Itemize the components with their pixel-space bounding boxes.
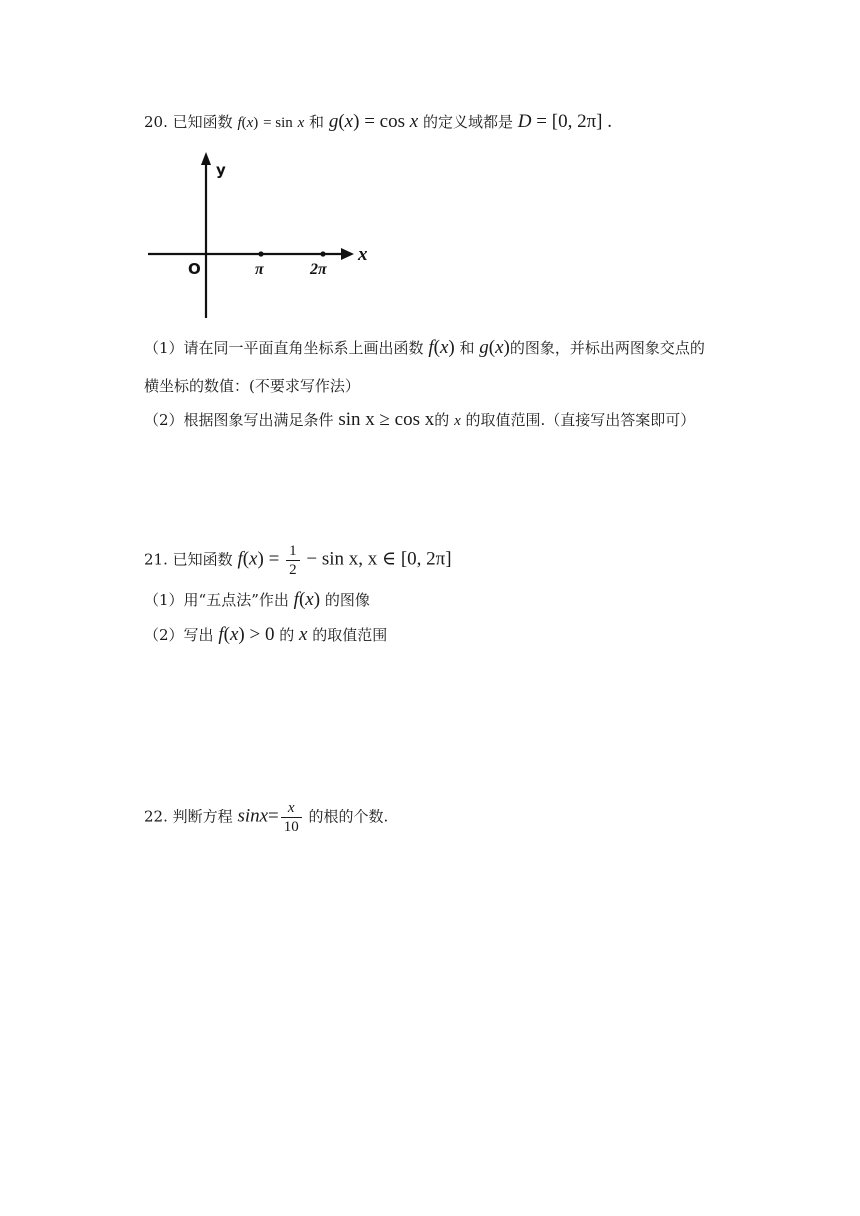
q21-stem: 21. 已知函数 f(x) = $\frac{1}{2}$ − sin x, x ∈ [0, 2π]	[144, 543, 452, 578]
q20-g-symbol: g	[328, 111, 339, 132]
q22-stem: 22. 判断方程 sinx= $\frac{x}{10}$ 的根的个数.	[144, 800, 389, 835]
q20-he: 和	[309, 113, 325, 131]
q21-rest: − sin x, x ∈ [0, 2π]	[306, 548, 452, 570]
q20-interval: = [0, 2π] .	[536, 111, 613, 132]
origin-label: O	[188, 260, 201, 278]
q20-part1-line1: （1）请在同一平面直角坐标系上画出函数 f(x) 和 g(x)的图象，并标出两图象交点的	[144, 337, 705, 358]
q22-fraction: $\frac{x}{10}$	[281, 799, 302, 836]
q21-part1: （1）用“五点法”作出 f(x) 的图像	[144, 589, 370, 610]
q20-part1-line2: 横坐标的数值：(不要求写作法）	[144, 377, 360, 395]
y-axis-arrow	[201, 152, 211, 165]
pi-label: π	[255, 261, 264, 278]
q20-eq-sin: = sin	[263, 115, 293, 131]
y-axis-label: y	[216, 161, 226, 179]
q21-fraction: $\frac{1}{2}$	[286, 542, 300, 579]
x-axis-label: x	[358, 244, 368, 265]
q22-number: 22.	[144, 807, 168, 826]
q20-part2: （2）根据图象写出满足条件 sin x ≥ cos x的 x 的取值范围.（直接写出答案即可）	[144, 409, 696, 430]
two-pi-label: 2π	[310, 261, 327, 278]
q20-x-symbol: x	[246, 115, 254, 131]
q22-sinx: sinx	[237, 805, 269, 827]
q20-stem: 20. 已知函数 f(x) = sin x 和 g(x) = cos x 的定义域都是 D = [0, 2π] .	[144, 111, 613, 132]
pi-tick-point	[258, 251, 263, 256]
q20-axes-figure	[146, 148, 386, 326]
q20-D-symbol: D	[517, 111, 532, 132]
x-axis-arrow	[341, 248, 354, 260]
q20-f-symbol: f	[237, 115, 242, 131]
q21-number: 21.	[144, 550, 168, 569]
q20-number: 20.	[144, 113, 168, 131]
q20-domain-text: 的定义域都是	[422, 113, 513, 131]
q20-stem-prefix: 已知函数	[172, 113, 233, 131]
two-pi-tick-point	[320, 251, 325, 256]
q20-inequality: sin x ≥ cos x	[338, 409, 435, 430]
q21-part2: （2）写出 f(x) > 0 的 x 的取值范围	[144, 624, 388, 645]
q20-eq-cos: = cos	[364, 111, 405, 132]
